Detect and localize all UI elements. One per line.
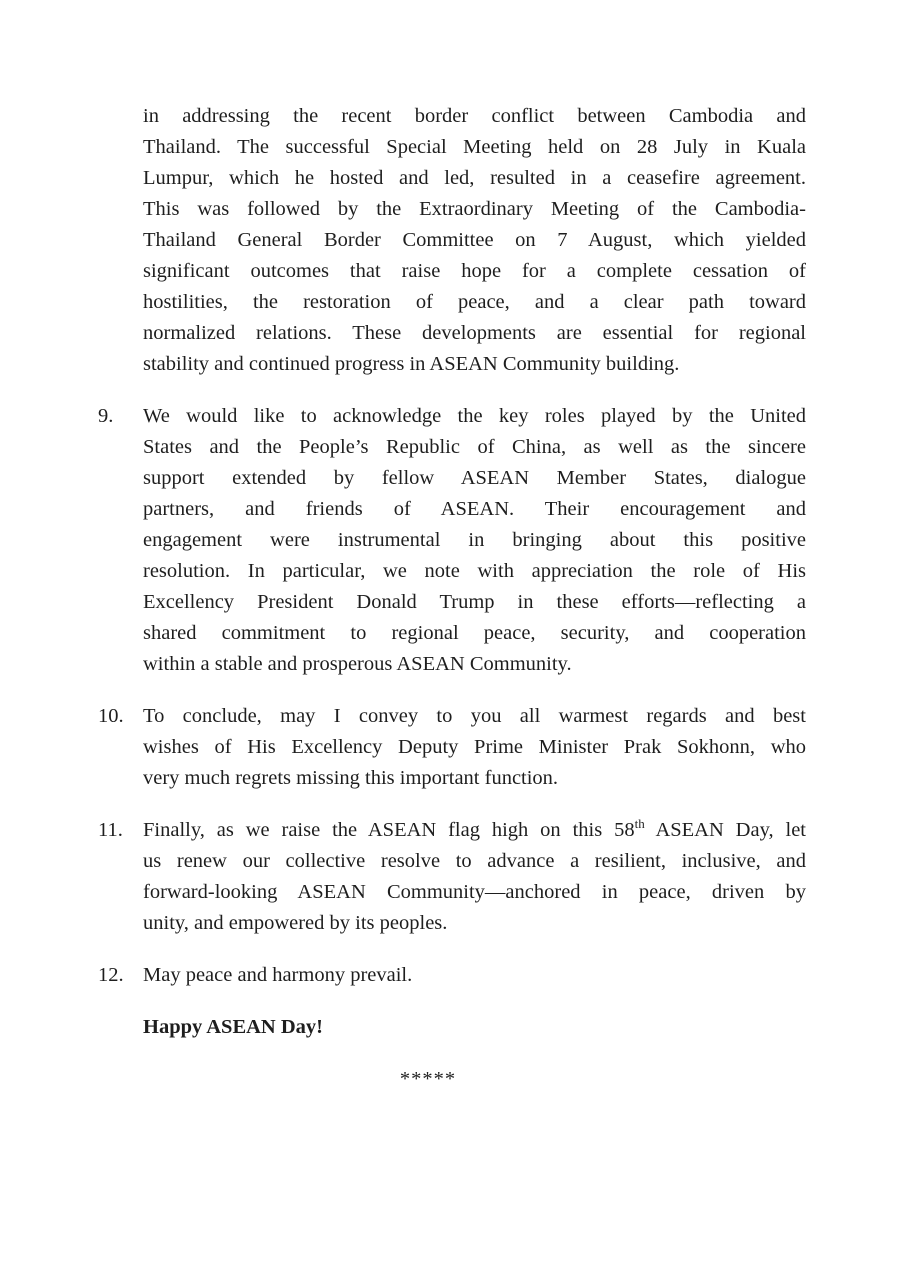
paragraph-body	[143, 815, 806, 939]
paragraph-number: 9.	[98, 405, 114, 427]
paragraph-8-continuation	[98, 101, 806, 380]
closing-paragraph	[98, 1012, 806, 1043]
text-line: States and the People’s Republic of China, as well as the sincere	[143, 436, 806, 458]
text-line: May peace and harmony prevail.	[143, 964, 413, 986]
paragraph-10	[98, 701, 806, 794]
text-line: us renew our collective resolve to advance a resilient, inclusive, and	[143, 850, 806, 872]
text-line: Lumpur, which he hosted and led, resulted in a ceasefire agreement.	[143, 167, 806, 189]
paragraph-body	[143, 1012, 806, 1043]
text-line: forward-looking ASEAN Community—anchored in peace, driven by	[143, 881, 806, 903]
text-line: partners, and friends of ASEAN. Their encouragement and	[143, 498, 806, 520]
text-line: resolution. In particular, we note with appreciation the role of His	[143, 560, 806, 582]
text-segment: Finally, as we raise the ASEAN flag high on this 58	[143, 819, 635, 841]
text-line: very much regrets missing this important function.	[143, 767, 559, 789]
paragraph-body	[143, 101, 806, 380]
text-line: hostilities, the restoration of peace, and a clear path toward	[143, 291, 806, 313]
separator-stars: *****	[399, 1068, 457, 1090]
text-line: This was followed by the Extraordinary Meeting of the Cambodia-	[143, 198, 806, 220]
separator-row	[98, 1064, 806, 1095]
text-line: unity, and empowered by its peoples.	[143, 912, 448, 934]
text-line: shared commitment to regional peace, security, and cooperation	[143, 622, 806, 644]
text-line: Thailand General Border Committee on 7 August, which yielded	[143, 229, 806, 251]
text-line: stability and continued progress in ASEAN Community building.	[143, 353, 680, 375]
paragraph-number: 11.	[98, 819, 123, 841]
text-line: within a stable and prosperous ASEAN Community.	[143, 653, 572, 675]
paragraph-11	[98, 815, 806, 939]
text-segment: ASEAN Day, let	[644, 819, 806, 841]
text-line: engagement were instrumental in bringing about this positive	[143, 529, 806, 551]
closing-line: Happy ASEAN Day!	[143, 1016, 323, 1038]
text-line: We would like to acknowledge the key roles played by the United	[143, 405, 806, 427]
paragraph-body	[143, 401, 806, 680]
paragraph-number: 10.	[98, 705, 124, 727]
paragraph-12	[98, 960, 806, 991]
paragraph-body	[143, 701, 806, 794]
paragraph-number: 12.	[98, 964, 124, 986]
document-content	[98, 101, 806, 1095]
text-line: Excellency President Donald Trump in these efforts—reflecting a	[143, 591, 806, 613]
text-line: wishes of His Excellency Deputy Prime Minister Prak Sokhonn, who	[143, 736, 806, 758]
text-line: Thailand. The successful Special Meeting held on 28 July in Kuala	[143, 136, 806, 158]
text-line	[143, 815, 806, 846]
text-line: support extended by fellow ASEAN Member States, dialogue	[143, 467, 806, 489]
text-line: normalized relations. These developments are essential for regional	[143, 322, 806, 344]
paragraph-body	[143, 960, 806, 991]
text-line: in addressing the recent border conflict between Cambodia and	[143, 105, 806, 127]
text-line: To conclude, may I convey to you all warmest regards and best	[143, 705, 806, 727]
superscript-ordinal: th	[634, 816, 645, 832]
text-line: significant outcomes that raise hope for a complete cessation of	[143, 260, 806, 282]
paragraph-9	[98, 401, 806, 680]
